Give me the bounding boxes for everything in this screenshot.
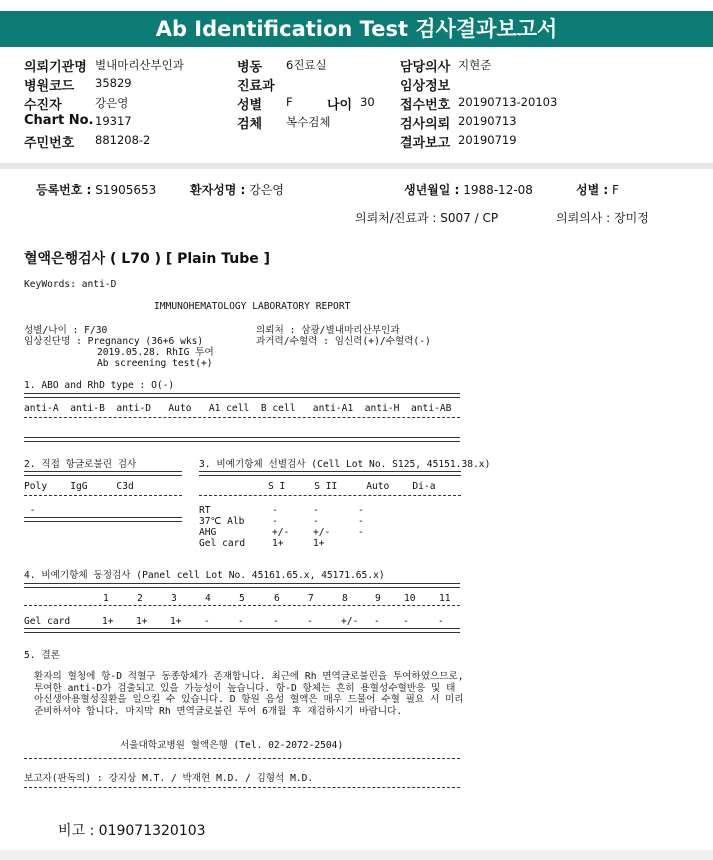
sex-value: F xyxy=(612,183,619,197)
label-institution: 의뢰기관명 xyxy=(24,60,87,75)
panel-cell-number: 4 xyxy=(205,593,211,604)
screening-row-label: AHG xyxy=(199,527,217,538)
dob-value: 1988-12-08 xyxy=(463,183,533,197)
patient-name-label: 환자성명 : xyxy=(190,183,246,197)
value-specimen: 복수검체 xyxy=(286,115,331,129)
panel-gel-value: - xyxy=(438,616,444,627)
rule xyxy=(24,787,460,788)
screening-row-label: RT xyxy=(199,505,211,516)
value-hospital-code: 35829 xyxy=(95,76,132,90)
screening-cell: - xyxy=(358,516,364,527)
label-sex: 성별 xyxy=(237,98,263,113)
panel-cell-number: 5 xyxy=(239,593,245,604)
section-5-title: 5. 결론 xyxy=(24,650,60,661)
sex-age-line: 성별/나이 : F/30 xyxy=(24,325,108,336)
rule xyxy=(24,437,460,442)
label-test-request: 검사의뢰 xyxy=(400,117,451,132)
panel-gel-label: Gel card xyxy=(24,616,71,627)
screening-cell: - xyxy=(313,505,319,516)
label-patient: 수진자 xyxy=(24,98,62,113)
label-chart-no: Chart No. xyxy=(24,113,94,128)
rule xyxy=(24,393,460,398)
panel-gel-value: 1+ xyxy=(102,616,114,627)
req-doctor-value: 장미정 xyxy=(614,211,649,225)
value-result-report: 20190719 xyxy=(458,133,517,147)
label-doctor: 담당의사 xyxy=(400,60,451,75)
panel-cell-number: 10 xyxy=(404,593,416,604)
rule xyxy=(24,628,460,633)
rule xyxy=(24,517,182,522)
value-chart-no: 19317 xyxy=(95,114,132,128)
lab-report-title: IMMUNOHEMATOLOGY LABORATORY REPORT xyxy=(154,301,351,312)
panel-cell-number: 1 xyxy=(103,593,109,604)
label-receipt-no: 접수번호 xyxy=(400,98,451,113)
panel-cell-number: 7 xyxy=(308,593,314,604)
footer-strip xyxy=(0,850,713,860)
reporter-line: 보고자(판독의) : 강지상 M.T. / 박재현 M.D. / 김형석 M.D. xyxy=(24,773,314,784)
note-label: 비고 : xyxy=(58,823,95,839)
panel-cell-number: 11 xyxy=(439,593,451,604)
value-patient: 강은영 xyxy=(95,96,129,110)
label-result-report: 결과보고 xyxy=(400,136,451,151)
value-sex: F xyxy=(286,95,293,109)
hospital-contact: 서울대학교병원 혈액은행 (Tel. 02-2072-2504) xyxy=(120,740,344,751)
screening-row-label: 37℃ Alb xyxy=(199,516,245,527)
reg-no-value: S1905653 xyxy=(95,183,157,197)
label-clinical-info: 임상정보 xyxy=(400,79,451,94)
report-title: Ab Identification Test 검사결과보고서 xyxy=(0,11,713,47)
screening-columns: S I S II Auto Di-a xyxy=(268,481,436,492)
value-resident-no: 881208-2 xyxy=(95,133,151,147)
panel-cell-number: 2 xyxy=(137,593,143,604)
panel-gel-value: - xyxy=(238,616,244,627)
panel-gel-value: - xyxy=(204,616,210,627)
sex-label: 성별 : xyxy=(576,183,609,197)
value-age: 30 xyxy=(360,95,375,109)
rule xyxy=(24,605,460,606)
panel-cell-number: 9 xyxy=(375,593,381,604)
screening-cell: - xyxy=(272,516,278,527)
label-department: 진료과 xyxy=(237,79,275,94)
panel-gel-value: - xyxy=(307,616,313,627)
lab-report-scan xyxy=(0,169,713,860)
patient-name-value: 강은영 xyxy=(249,183,284,197)
dept-label: 의뢰처/진료과 : xyxy=(355,211,437,225)
rule xyxy=(24,417,460,418)
section-1-title: 1. ABO and RhD type : O(-) xyxy=(24,380,175,391)
section-4-title: 4. 비예기항체 동정검사 (Panel cell Lot No. 45161.65.x, 45171.65.x) xyxy=(24,570,385,581)
section-2-title: 2. 직접 항글로불린 검사 xyxy=(24,459,137,470)
panel-gel-value: 1+ xyxy=(136,616,148,627)
value-institution: 별내마리산부인과 xyxy=(95,58,184,72)
screening-cell: 1+ xyxy=(313,538,325,549)
rule xyxy=(199,471,461,476)
abo-columns: anti-A anti-B anti-D Auto A1 cell B cell anti-A1 anti-H anti-AB xyxy=(24,403,452,414)
dat-columns: Poly IgG C3d xyxy=(24,481,134,492)
reg-no-label: 등록번호 : xyxy=(36,183,92,197)
history-line: 과거력/수혈력 : 임신력(+)/수혈력(-) xyxy=(256,336,431,347)
rhig-line: 2019.05.28. RhIG 투여 xyxy=(97,347,214,358)
label-specimen: 검체 xyxy=(237,117,263,132)
rule xyxy=(24,583,460,588)
label-age: 나이 xyxy=(327,98,353,113)
screening-cell: +/- xyxy=(272,527,290,538)
screening-row-label: Gel card xyxy=(199,538,246,549)
panel-gel-value: +/- xyxy=(341,616,359,627)
panel-cell-number: 6 xyxy=(274,593,280,604)
req-doctor-label: 의뢰의사 : xyxy=(556,211,611,225)
label-hospital-code: 병원코드 xyxy=(24,79,75,94)
report-header xyxy=(0,52,713,162)
dob-label: 생년월일 : xyxy=(404,183,460,197)
screening-cell: - xyxy=(272,505,278,516)
requester-line: 의뢰처 : 삼광/별내마리산부인과 xyxy=(256,325,400,336)
keywords: KeyWords: anti-D xyxy=(24,279,117,290)
value-receipt-no: 20190713-20103 xyxy=(458,95,558,109)
section-3-title: 3. 비예기항체 선별검사 (Cell Lot No. S125, 45151.38.x) xyxy=(199,459,491,470)
test-heading: 혈액은행검사 ( L70 ) [ Plain Tube ] xyxy=(24,251,271,267)
panel-gel-value: - xyxy=(403,616,409,627)
value-test-request: 20190713 xyxy=(458,114,517,128)
panel-gel-value: 1+ xyxy=(170,616,182,627)
rule xyxy=(199,495,461,496)
label-resident-no: 주민번호 xyxy=(24,136,75,151)
label-ward: 병동 xyxy=(237,60,263,75)
value-ward: 6진료실 xyxy=(286,58,327,72)
screening-cell: +/- xyxy=(313,527,331,538)
conclusion-text: 환자의 혈청에 항-D 적혈구 동종항체가 존재합니다. 최근에 Rh 면역글로불린을 투여하였으므로, 투여한 anti-D가 검출되고 있을 가능성이 높습니다. 항-D 항체는 흔히 용혈성수혈반응 및 태아신생아용혈성질환을 일으킬 수 있습니다. D 항원 음성 혈액은 매우 드물어 수혈 필요 시 미리 준비하셔야 합니다. 마지막 Rh 면역글로불린 투여 6개월 후 재검하시기 바랍니다. xyxy=(34,671,464,717)
rule xyxy=(24,471,182,476)
note xyxy=(58,820,206,840)
rule xyxy=(24,758,460,759)
screening-cell: 1+ xyxy=(272,538,284,549)
screening-cell: - xyxy=(313,516,319,527)
value-doctor: 지현준 xyxy=(458,58,492,72)
panel-cell-number: 3 xyxy=(171,593,177,604)
panel-gel-value: - xyxy=(374,616,380,627)
dept-value: S007 / CP xyxy=(440,211,499,225)
screening-cell: - xyxy=(358,505,364,516)
diagnosis-line: 임상진단명 : Pregnancy (36+6 wks) xyxy=(24,336,204,347)
screening-cell: - xyxy=(358,527,364,538)
panel-gel-value: - xyxy=(273,616,279,627)
dat-value: - xyxy=(24,505,36,516)
rule xyxy=(24,495,182,496)
ab-screening-line: Ab screening test(+) xyxy=(97,358,213,369)
panel-cell-number: 8 xyxy=(342,593,348,604)
note-value: 019071320103 xyxy=(98,823,206,839)
